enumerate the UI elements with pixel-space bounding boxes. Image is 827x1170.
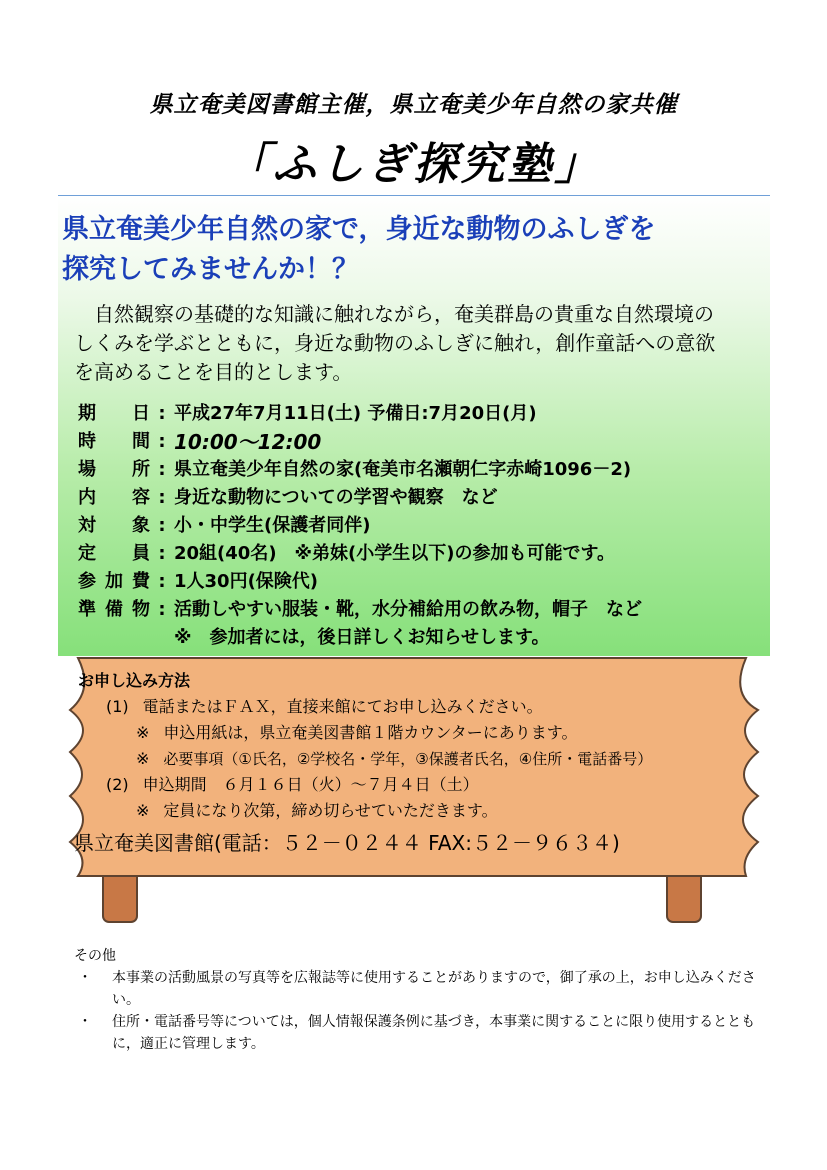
application-item: (2) 申込期間 ６月１６日（火）～７月４日（土）: [106, 775, 479, 794]
detail-value: 活動しやすい服装・靴，水分補給用の飲み物，帽子 など: [174, 599, 642, 620]
detail-row-target: 対 象 : 小・中学生(保護者同伴): [78, 512, 778, 540]
other-notes: [74, 945, 774, 1055]
detail-row-place: 場 所 : 県立奄美少年自然の家(奄美市名瀬朝仁字赤崎1096－2): [78, 456, 778, 484]
detail-label: 対 象: [78, 515, 150, 536]
application-note: ※ 必要事項（①氏名，②学校名・学年，③保護者氏名，④住所・電話番号）: [136, 749, 653, 768]
detail-label: 時 間: [78, 431, 150, 452]
detail-label: 定 員: [78, 543, 150, 564]
headline-line: 県立奄美少年自然の家で，身近な動物のふしぎを: [62, 214, 656, 245]
detail-label: 参加費: [78, 571, 150, 592]
application-note: ※ 定員になり次第，締め切らせていただきます。: [136, 801, 498, 820]
detail-row-content: 内 容 : 身近な動物についての学習や観察 など: [78, 484, 778, 512]
detail-label: 準備物: [78, 599, 150, 620]
application-heading: お申し込み方法: [78, 671, 191, 690]
contact-line: 県立奄美図書館(電話：５２－０２４４ FAX:５２－９６３４): [74, 831, 620, 855]
detail-row-time: 時 間 : 10:00～12:00: [78, 428, 778, 456]
detail-value: 小・中学生(保護者同伴): [174, 515, 371, 536]
detail-row-capacity: 定 員 : 20組(40名) ※弟妹(小学生以下)の参加も可能です。: [78, 540, 778, 568]
intro-line: しくみを学ぶとともに，身近な動物のふしぎに触れ，創作童話への意欲: [74, 331, 716, 355]
detail-value: 県立奄美少年自然の家(奄美市名瀬朝仁字赤崎1096－2): [174, 459, 632, 480]
event-subtitle: 県立奄美図書館主催，県立奄美少年自然の家共催: [149, 92, 678, 118]
other-bullet: ・ 本事業の活動風景の写真等を広報誌等に使用することがありますので，御了承の上，お申し込みください。: [78, 970, 756, 1008]
detail-label: 期 日: [78, 403, 150, 424]
detail-value: 平成27年7月11日(土) 予備日:7月20日(月): [174, 403, 537, 424]
other-bullet: ・ 住所・電話番号等については，個人情報保護条例に基づき，本事業に関することに限り使用するとともに，適正に管理します。: [78, 1014, 756, 1052]
detail-note: ※ 参加者には，後日詳しくお知らせします。: [174, 627, 550, 648]
application-item: (1) 電話またはＦＡＸ，直接来館にてお申し込みください。: [106, 697, 543, 716]
headline-line: 探究してみませんか！？: [62, 254, 359, 285]
event-title: 「ふしぎ探究塾」: [225, 139, 602, 190]
detail-value: 20組(40名) ※弟妹(小学生以下)の参加も可能です。: [174, 543, 616, 564]
intro-line: 自然観察の基礎的な知識に触れながら，奄美群島の貴重な自然環境の: [94, 302, 714, 326]
detail-value: 身近な動物についての学習や観察 など: [174, 487, 498, 508]
detail-value: 1人30円(保険代): [174, 571, 319, 592]
detail-label: 内 容: [78, 487, 150, 508]
other-heading: その他: [74, 948, 116, 964]
detail-label: 場 所: [78, 459, 150, 480]
detail-row-date: 期 日 : 平成27年7月11日(土) 予備日:7月20日(月): [78, 400, 778, 428]
application-note: ※ 申込用紙は，県立奄美図書館１階カウンターにあります。: [136, 723, 578, 742]
detail-row-items: 準備物 : 活動しやすい服装・靴，水分補給用の飲み物，帽子 など: [78, 596, 778, 624]
detail-row-fee: 参加費 : 1人30円(保険代): [78, 568, 778, 596]
intro-line: を高めることを目的とします。: [74, 360, 353, 384]
detail-value: 10:00～12:00: [174, 430, 322, 454]
application-section: [78, 668, 758, 824]
